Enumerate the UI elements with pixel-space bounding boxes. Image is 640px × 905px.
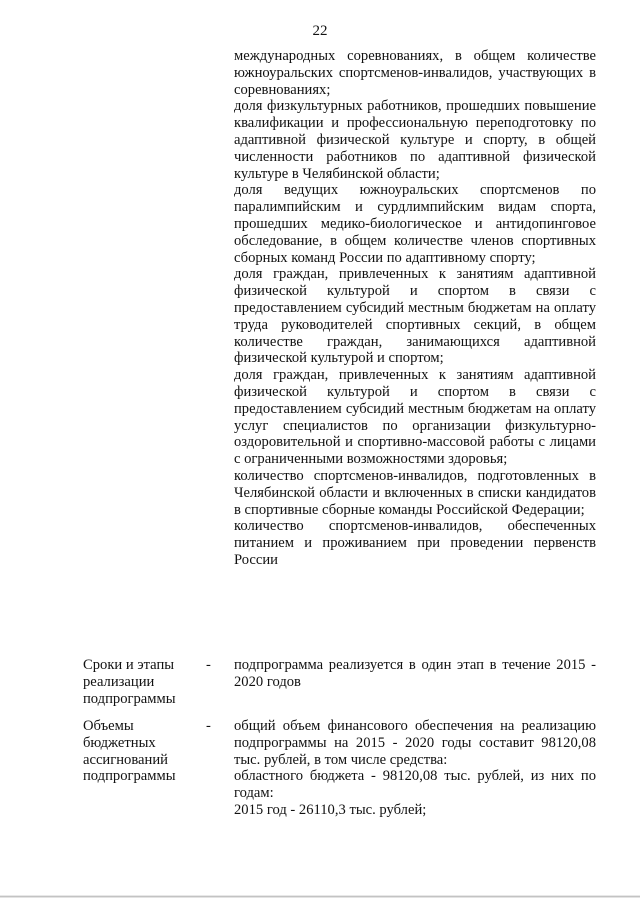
budget-label (83, 718, 203, 785)
indicator-paragraph: доля граждан, привлеченных к занятиям адаптивной физической культурой и спортом в связи с предоставлением субсидий местным бюджетам на оплату труда руководителей спортивных секций, в общем количестве граждан, занимающихся адаптивной физической культурой и спортом; (234, 266, 596, 367)
budget-label-line: бюджетных (83, 734, 156, 751)
page-number: 22 (312, 23, 328, 39)
budget-text (234, 718, 596, 819)
budget-label-line: Объемы (83, 718, 134, 734)
indicator-paragraph: количество спортсменов-инвалидов, обеспеченных питанием и проживанием при проведении первенств России (234, 518, 596, 568)
budget-label-line: подпрограммы (83, 768, 176, 785)
terms-dash: - (206, 657, 211, 673)
budget-dash: - (206, 718, 211, 734)
budget-label-line: ассигнований (83, 751, 168, 768)
indicator-paragraph: доля граждан, привлеченных к занятиям адаптивной физической культурой и спортом в связи с предоставлением субсидий местным бюджетам на оплату услуг специалистов по организации физкультурно-оздоровительной и спортивно-массовой работы с лицами с ограниченными возможностями здоровья; (234, 367, 596, 468)
indicator-paragraph: количество спортсменов-инвалидов, подготовленных в Челябинской области и включенных в списки кандидатов в спортивные сборные команды Российской Федерации; (234, 467, 596, 518)
terms-label-line: подпрограммы (83, 690, 176, 707)
budget-paragraph: 2015 год - 26110,3 тыс. рублей; (234, 801, 427, 818)
budget-paragraph: областного бюджета - 98120,08 тыс. рублей, из них по годам: (234, 768, 596, 802)
indicators-list (234, 48, 596, 569)
terms-label (83, 657, 203, 707)
terms-label-line: Сроки и этапы (83, 657, 175, 673)
budget-paragraph: общий объем финансового обеспечения на реализацию подпрограммы на 2015 - 2020 годы составит 98120,08 тыс. рублей, в том числе средства: (234, 718, 596, 768)
indicator-paragraph: доля ведущих южноуральских спортсменов по паралимпийским и сурдлимпийским видам спорта, прошедших медико-биологическое и антидопинговое обследование, в общем количестве членов спортивных сборных команд России по адаптивному спорту; (234, 182, 596, 266)
terms-label-line: реализации (83, 673, 155, 690)
page-bottom-edge (0, 895, 640, 898)
indicator-paragraph: доля физкультурных работников, прошедших повышение квалификации и профессиональную переподготовку по адаптивной физической культуре и спорту, в общей численности работников по адаптивной физической культуре в Челябинской области; (234, 98, 596, 182)
terms-text (234, 657, 596, 691)
indicator-paragraph: международных соревнованиях, в общем количестве южноуральских спортсменов-инвалидов, участвующих в соревнованиях; (234, 48, 596, 98)
terms-paragraph: подпрограмма реализуется в один этап в течение 2015 - 2020 годов (234, 657, 596, 690)
